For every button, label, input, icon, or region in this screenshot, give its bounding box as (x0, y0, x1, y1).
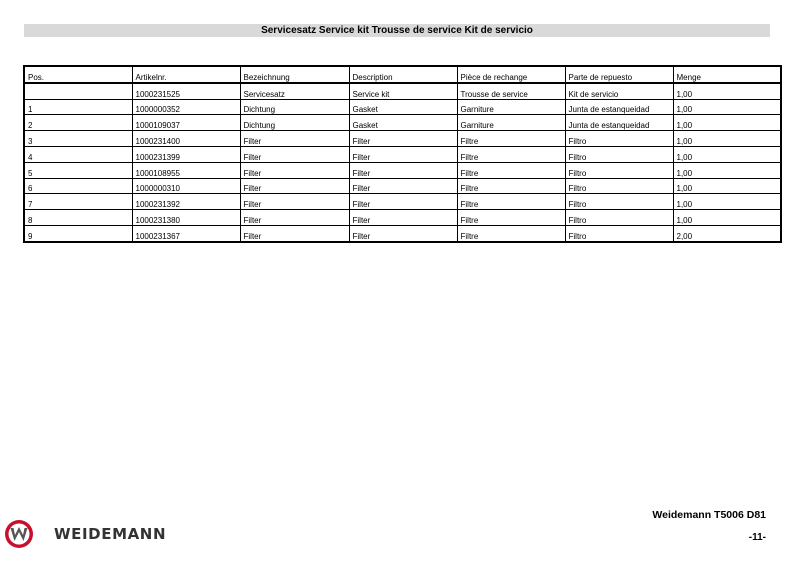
table-cell: Filtro (565, 131, 673, 147)
table-cell: Filter (349, 131, 457, 147)
column-header: Artikelnr. (132, 66, 240, 83)
table-cell: Junta de estanqueidad (565, 115, 673, 131)
table-row (24, 178, 781, 194)
table-cell: 5 (24, 162, 132, 178)
column-header: Parte de repuesto (565, 66, 673, 83)
table-cell: Filtro (565, 162, 673, 178)
table-cell: Junta de estanqueidad (565, 99, 673, 115)
table-cell: Filtro (565, 210, 673, 226)
column-header: Description (349, 66, 457, 83)
table-row (24, 131, 781, 147)
table-cell: 1,00 (673, 162, 781, 178)
table-cell: 1000000352 (132, 99, 240, 115)
table-cell: Trousse de service (457, 83, 565, 99)
table-cell: Servicesatz (240, 83, 349, 99)
table-cell: Service kit (349, 83, 457, 99)
table-cell: 2 (24, 115, 132, 131)
table-cell: Filter (240, 194, 349, 210)
table-cell: 1000231525 (132, 83, 240, 99)
model-name: Weidemann T5006 D81 (652, 509, 766, 521)
table-cell: Filtro (565, 178, 673, 194)
table-cell: Filtro (565, 225, 673, 241)
table-row (24, 115, 781, 131)
table-cell: Filter (240, 131, 349, 147)
table-cell: Filter (349, 178, 457, 194)
table-cell: Filtre (457, 131, 565, 147)
table-cell: Filter (240, 225, 349, 241)
table-cell: Filtre (457, 210, 565, 226)
table-cell: 1000231392 (132, 194, 240, 210)
table-row (24, 83, 781, 99)
table-cell: 1000231400 (132, 131, 240, 147)
table-cell: 1 (24, 99, 132, 115)
table-cell: Garniture (457, 115, 565, 131)
column-header: Bezeichnung (240, 66, 349, 83)
table-cell: Filtre (457, 225, 565, 241)
table-cell: Filter (349, 162, 457, 178)
weidemann-logo-icon (4, 519, 34, 549)
table-cell: Filtre (457, 146, 565, 162)
table-cell: Filter (349, 210, 457, 226)
table-cell (24, 83, 132, 99)
table-cell: Gasket (349, 99, 457, 115)
table-cell: Filter (349, 146, 457, 162)
table-cell: 1,00 (673, 146, 781, 162)
table-row (24, 162, 781, 178)
table-cell: Dichtung (240, 99, 349, 115)
column-header: Menge (673, 66, 781, 83)
table-cell: 1,00 (673, 178, 781, 194)
table-cell: Filter (349, 194, 457, 210)
table-cell: 1000231399 (132, 146, 240, 162)
table-cell: 9 (24, 225, 132, 241)
table-cell: Filtro (565, 194, 673, 210)
table-cell: Filter (240, 146, 349, 162)
table-cell: 1,00 (673, 194, 781, 210)
table-cell: 2,00 (673, 225, 781, 241)
table-cell: 1000109037 (132, 115, 240, 131)
table-cell: Filtro (565, 146, 673, 162)
brand-name: WEIDEMANN (54, 525, 167, 543)
table-cell: Filter (240, 210, 349, 226)
page-title: Servicesatz Service kit Trousse de service Kit de servicio (24, 24, 770, 37)
table-cell: 1,00 (673, 99, 781, 115)
table-cell: Gasket (349, 115, 457, 131)
table-cell: 1,00 (673, 115, 781, 131)
table-row (24, 194, 781, 210)
table-cell: 1,00 (673, 131, 781, 147)
table-row (24, 146, 781, 162)
table-cell: 1000231367 (132, 225, 240, 241)
table-cell: 1000231380 (132, 210, 240, 226)
table-row (24, 99, 781, 115)
table-cell: 1000108955 (132, 162, 240, 178)
table-cell: 1,00 (673, 83, 781, 99)
table-cell: Filter (240, 162, 349, 178)
table-cell: Dichtung (240, 115, 349, 131)
column-header: Pos. (24, 66, 132, 83)
table-cell: Garniture (457, 99, 565, 115)
table-cell: Filter (349, 225, 457, 241)
table-cell: 1,00 (673, 210, 781, 226)
column-header: Pièce de rechange (457, 66, 565, 83)
table-cell: Kit de servicio (565, 83, 673, 99)
table-cell: 6 (24, 178, 132, 194)
table-cell: 1000000310 (132, 178, 240, 194)
parts-table (23, 65, 782, 243)
table-cell: Filtre (457, 162, 565, 178)
brand-logo (4, 519, 166, 549)
table-cell: Filtre (457, 178, 565, 194)
table-cell: 8 (24, 210, 132, 226)
page-number: -11- (748, 532, 766, 543)
table-cell: 4 (24, 146, 132, 162)
table-cell: Filter (240, 178, 349, 194)
table-cell: 3 (24, 131, 132, 147)
table-cell: 7 (24, 194, 132, 210)
table-row (24, 225, 781, 241)
table-header-row (24, 66, 781, 83)
table-cell: Filtre (457, 194, 565, 210)
table-row (24, 210, 781, 226)
